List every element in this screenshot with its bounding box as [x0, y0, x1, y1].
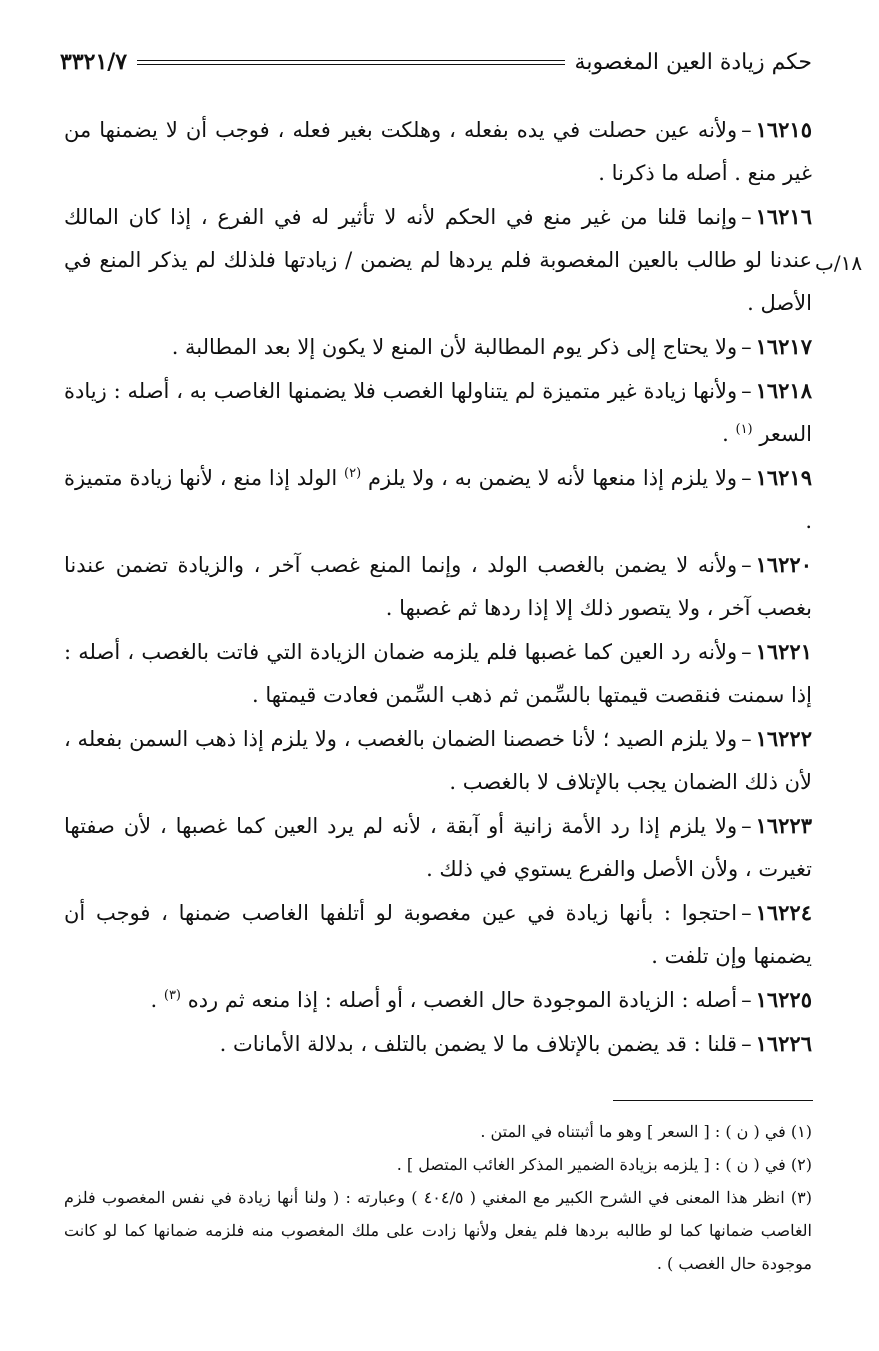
- paragraph-text: ولأنه لا يضمن بالغصب الولد ، وإنما المنع غصب آخر ، والزيادة تضمن عندنا بغصب آخر ، ولا يتصور ذلك إلا إذا ردها ثم غصبها .: [64, 553, 812, 620]
- paragraph-text: ولا يلزم إذا رد الأمة زانية أو آبقة ، لأنه لم يرد العين كما غصبها ، لأن صفتها تغيرت ، ولأن الأصل والفرع يستوي في ذلك .: [64, 814, 812, 881]
- footnote: (٣) انظر هذا المعنى في الشرح الكبير مع المغني ( ٤٠٤/٥ ) وعبارته : ( ولنا أنها زيادة في نفس المغصوب فلزم الغاصب ضمانها كما لو طالبه بردها فلم يفعل ولأنها زادت على ملك المغصوب منه فلزمه ضمانها كما لو كانت موجودة حال الغصب ) .: [64, 1188, 813, 1273]
- paragraph-text: ولا يلزم إذا منعها لأنه لا يضمن به ، ولا يلزم: [368, 466, 738, 490]
- paragraph: ١٦٢١٩–ولا يلزم إذا منعها لأنه لا يضمن به ، ولا يلزم $^{(٢)}$ الولد إذا منع ، لأنها زيادة متميزة .: [64, 465, 812, 533]
- paragraph: ١٦٢٢٥–أصله : الزيادة الموجودة حال الغصب ، أو أصله : إذا منعه ثم رده $^{(٣)}$ .: [150, 987, 812, 1012]
- paragraph-number: ١٦٢١٦: [755, 204, 812, 229]
- main-text: [64, 108, 812, 1066]
- paragraph-number: ١٦٢٢٣: [755, 813, 812, 838]
- paragraph: ١٦٢٢١–ولأنه رد العين كما غصبها فلم يلزمه ضمان الزيادة التي فاتت بالغصب ، أصله : إذا سمنت فنقصت قيمتها بالسِّمن ثم ذهب السِّمن فعادت قيمتها .: [64, 639, 812, 707]
- paragraph-number: ١٦٢١٨: [755, 378, 812, 403]
- paragraph-number: ١٦٢٢٥: [755, 987, 812, 1012]
- paragraph-number: ١٦٢٢٢: [755, 726, 812, 751]
- paragraph: ١٦٢٢٤–احتجوا : بأنها زيادة في عين مغصوبة لو أتلفها الغاصب ضمنها ، فوجب أن يضمنها وإن تلفت .: [64, 900, 812, 968]
- paragraph-number: ١٦٢١٧: [755, 334, 812, 359]
- paragraph-tail: .: [722, 422, 736, 446]
- paragraph-text: أصله : الزيادة الموجودة حال الغصب ، أو أصله : إذا منعه ثم رده: [187, 988, 738, 1012]
- footnotes: [64, 1115, 812, 1280]
- paragraph: ١٦٢١٦–وإنما قلنا من غير منع في الحكم لأنه لا تأثير له في الفرع ، إذا كان المالك عندنا لو طالب بالعين المغصوبة فلم يردها لم يضمن / زيادتها فلذلك لم يذكر المنع في الأصل .: [64, 204, 812, 315]
- paragraph-number: ١٦٢٢١: [755, 639, 812, 664]
- footnote-marker[interactable]: (٣): [163, 988, 181, 1003]
- paragraph-number: ١٦٢٢٠: [755, 552, 812, 577]
- paragraph-text: ولا يحتاج إلى ذكر يوم المطالبة لأن المنع لا يكون إلا بعد المطالبة .: [171, 335, 738, 359]
- paragraph: ١٦٢٢٣–ولا يلزم إذا رد الأمة زانية أو آبقة ، لأنه لم يرد العين كما غصبها ، لأن صفتها تغيرت ، ولأن الأصل والفرع يستوي في ذلك .: [64, 813, 812, 881]
- paragraph-number: ١٦٢٢٦: [755, 1031, 812, 1056]
- paragraph-tail: .: [150, 988, 164, 1012]
- footnote-separator: [613, 1100, 813, 1101]
- header-rule: [137, 60, 564, 65]
- paragraph-text: ولأنها زيادة غير متميزة لم يتناولها الغصب فلا يضمنها الغاصب به ، أصله : زيادة السعر: [64, 379, 812, 446]
- paragraph: ١٦٢١٨–ولأنها زيادة غير متميزة لم يتناولها الغصب فلا يضمنها الغاصب به ، أصله : زيادة السعر $^{(١)}$ .: [64, 378, 812, 446]
- paragraph: ١٦٢٢٦–قلنا : قد يضمن بالإتلاف ما لا يضمن بالتلف ، بدلالة الأمانات .: [219, 1031, 812, 1056]
- paragraph-number: ١٦٢١٩: [755, 465, 812, 490]
- paragraph: ١٦٢١٧–ولا يحتاج إلى ذكر يوم المطالبة لأن المنع لا يكون إلا بعد المطالبة .: [171, 334, 812, 359]
- paragraph-text: ولأنه رد العين كما غصبها فلم يلزمه ضمان الزيادة التي فاتت بالغصب ، أصله : إذا سمنت فنقصت قيمتها بالسِّمن ثم ذهب السِّمن فعادت قيمتها .: [64, 640, 812, 707]
- paragraph-number: ١٦٢١٥: [755, 117, 812, 142]
- header-title: حكم زيادة العين المغصوبة: [574, 49, 812, 75]
- footnote: (٢) في ( ن ) : [ يلزمه بزيادة الضمير المذكر الغائب المتصل ] .: [396, 1155, 812, 1174]
- header-page-number: ٣٣٢١/٧: [60, 49, 128, 75]
- paragraph-text: احتجوا : بأنها زيادة في عين مغصوبة لو أتلفها الغاصب ضمنها ، فوجب أن يضمنها وإن تلفت .: [64, 901, 812, 968]
- paragraph: ١٦٢٢٢–ولا يلزم الصيد ؛ لأنا خصصنا الضمان بالغصب ، ولا يلزم إذا ذهب السمن بفعله ، لأن ذلك الضمان يجب بالإتلاف لا بالغصب .: [64, 726, 812, 794]
- paragraph-text: قلنا : قد يضمن بالإتلاف ما لا يضمن بالتلف ، بدلالة الأمانات .: [219, 1032, 738, 1056]
- paragraph-text: ولا يلزم الصيد ؛ لأنا خصصنا الضمان بالغصب ، ولا يلزم إذا ذهب السمن بفعله ، لأن ذلك الضمان يجب بالإتلاف لا بالغصب .: [64, 727, 812, 794]
- paragraph: ١٦٢١٥–ولأنه عين حصلت في يده بفعله ، وهلكت بغير فعله ، فوجب أن لا يضمنها من غير منع . أصله ما ذكرنا .: [64, 117, 812, 185]
- footnote-marker[interactable]: (٢): [344, 466, 362, 481]
- paragraph-tail: الولد إذا منع ، لأنها زيادة متميزة .: [64, 466, 812, 533]
- paragraph-text: وإنما قلنا من غير منع في الحكم لأنه لا تأثير له في الفرع ، إذا كان المالك عندنا لو طالب بالعين المغصوبة فلم يردها لم يضمن / زيادتها فلذلك لم يذكر المنع في الأصل .: [64, 205, 812, 315]
- folio-margin-note: ١٨/ب: [815, 251, 863, 275]
- paragraph-text: ولأنه عين حصلت في يده بفعله ، وهلكت بغير فعله ، فوجب أن لا يضمنها من غير منع . أصله ما ذكرنا .: [64, 118, 812, 185]
- footnote: (١) في ( ن ) : [ السعر ] وهو ما أثبتناه في المتن .: [480, 1122, 812, 1141]
- paragraph-number: ١٦٢٢٤: [755, 900, 812, 925]
- running-header: [60, 42, 812, 82]
- paragraph: ١٦٢٢٠–ولأنه لا يضمن بالغصب الولد ، وإنما المنع غصب آخر ، والزيادة تضمن عندنا بغصب آخر ، ولا يتصور ذلك إلا إذا ردها ثم غصبها .: [64, 552, 812, 620]
- footnote-marker[interactable]: (١): [735, 422, 753, 437]
